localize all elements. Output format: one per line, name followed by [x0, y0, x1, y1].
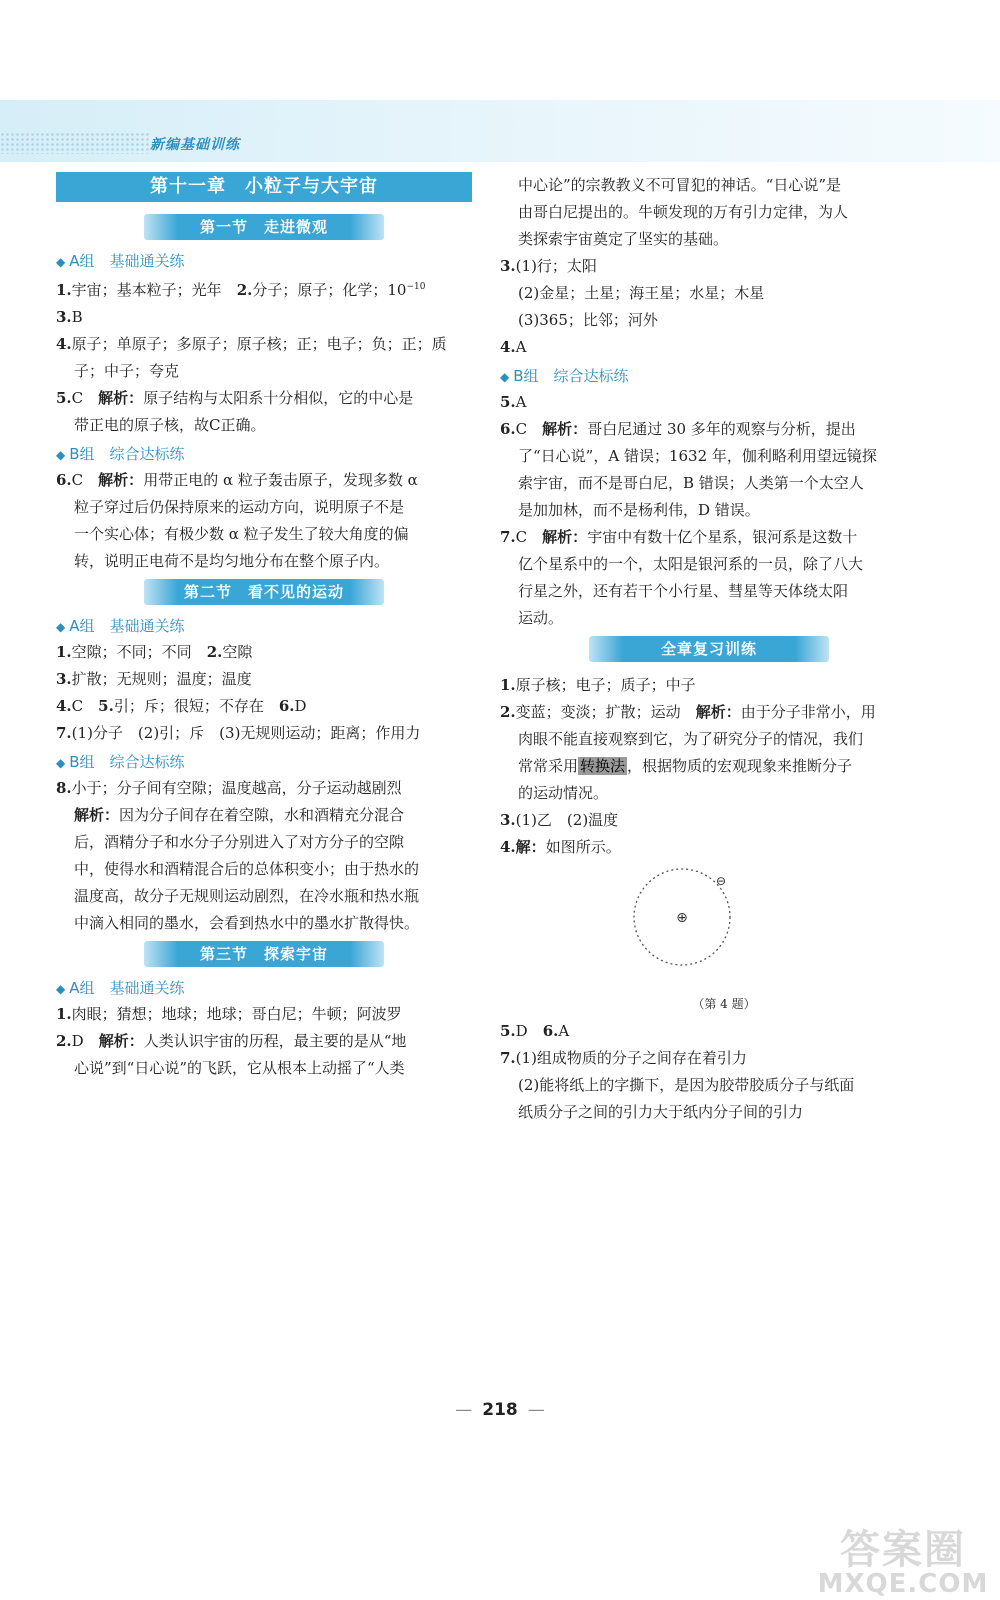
answer-line: 类探索宇宙奠定了坚实的基础。: [518, 230, 729, 248]
answer-line: (2)金星；土星；海王星；水星；木星: [518, 284, 765, 302]
group-heading: ◆ A组 基础通关练: [56, 979, 185, 997]
atom-diagram: [630, 861, 740, 971]
answer-line: 肉眼不能直接观察到它，为了研究分子的情况，我们: [518, 730, 864, 748]
nucleus-icon: ⊕: [676, 910, 688, 926]
answer-line: 2.变蓝；变淡；扩散；运动 解析：由于分子非常小，用: [500, 703, 876, 721]
answer-line: 5.C 解析：原子结构与太阳系十分相似，它的中心是: [56, 389, 414, 407]
answer-line: 带正电的原子核，故C正确。: [74, 416, 266, 434]
answer-line: 纸质分子之间的引力大于纸内分子间的引力: [518, 1103, 804, 1121]
answer-line: 7.C 解析：宇宙中有数十亿个星系，银河系是这数十: [500, 528, 858, 546]
answer-line: 3.B: [56, 308, 83, 326]
answer-line: 2.D 解析：人类认识宇宙的历程，最主要的是从“地: [56, 1032, 407, 1050]
answer-line: 1.空隙；不同；不同 2.空隙: [56, 643, 253, 661]
answer-line: 4.A: [500, 338, 527, 356]
answer-line: 解析：因为分子间存在着空隙，水和酒精充分混合: [74, 806, 405, 824]
group-heading: ◆ B组 综合达标练: [56, 753, 185, 771]
figure-caption: （第 4 题）: [692, 997, 756, 1011]
answer-line: 粒子穿过后仍保持原来的运动方向，说明原子不是: [74, 498, 405, 516]
group-heading: ◆ A组 基础通关练: [56, 252, 185, 270]
answer-line: 索宇宙，而不是哥白尼，B 错误；人类第一个太空人: [518, 474, 864, 492]
answer-line: (2)能将纸上的字撕下，是因为胶带胶质分子与纸面: [518, 1076, 855, 1094]
diamond-icon: ◆: [56, 255, 66, 269]
diamond-icon: ◆: [56, 620, 66, 634]
answer-line: 由哥白尼提出的。牛顿发现的万有引力定律，为人: [518, 203, 849, 221]
section-heading-3: 第三节 探索宇宙: [144, 941, 384, 967]
diamond-icon: ◆: [56, 982, 66, 996]
answer-line: 7.(1)分子 (2)引；斥 (3)无规则运动；距离；作用力: [56, 724, 421, 742]
answer-line: 3.(1)乙 (2)温度: [500, 811, 619, 829]
answer-line: 后，酒精分子和水分子分别进入了对方分子的空隙: [74, 833, 405, 851]
answer-line: 6.C 解析：哥白尼通过 30 多年的观察与分析，提出: [500, 420, 856, 438]
answer-line: 中心论”的宗教教义不可冒犯的神话。“日心说”是: [518, 176, 842, 194]
section-heading-1: 第一节 走进微观: [144, 214, 384, 240]
page-number: — 218 —: [455, 1400, 545, 1420]
group-heading: ◆ A组 基础通关练: [56, 617, 185, 635]
answer-line: 温度高，故分子无规则运动剧烈，在冷水瓶和热水瓶: [74, 887, 420, 905]
diamond-icon: ◆: [56, 448, 66, 462]
answer-line: 1.肉眼；猜想；地球；地球；哥白尼；牛顿；阿波罗: [56, 1005, 402, 1023]
answer-line: 4.解：如图所示。: [500, 838, 621, 856]
answer-line: 1.原子核；电子；质子；中子: [500, 676, 696, 694]
answer-line: 1.宇宙；基本粒子；光年 2.分子；原子；化学；$10^{-10}$: [56, 281, 426, 299]
answer-line: 亿个星系中的一个，太阳是银河系的一员，除了八大: [518, 555, 864, 573]
chapter-title: 第十一章 小粒子与大宇宙: [56, 172, 472, 202]
answer-line: 行星之外，还有若干个小行星、彗星等天体绕太阳: [518, 582, 849, 600]
electron-icon: ⊖: [715, 874, 727, 888]
answer-line: 常常采用 转换法 ，根据物质的宏观现象来推断分子: [518, 757, 853, 775]
group-heading: ◆ B组 综合达标练: [56, 445, 185, 463]
answer-line: 7.(1)组成物质的分子之间存在着引力: [500, 1049, 747, 1067]
answer-line: 心说”到“日心说”的飞跃，它从根本上动摇了“人类: [74, 1059, 405, 1077]
watermark-logo: 答案圈 MXQE.COM: [817, 1527, 989, 1599]
review-section-heading: 全章复习训练: [589, 636, 829, 662]
answer-line: 4.C 5.引；斥；很短；不存在 6.D: [56, 697, 307, 715]
right-column: [500, 172, 918, 1126]
answer-line: 3.(1)行；太阳: [500, 257, 597, 275]
highlighted-term: 转换法: [580, 757, 626, 775]
answer-line: 6.C 解析：用带正电的 α 粒子轰击原子，发现多数 α: [56, 471, 418, 489]
answer-line: 中，使得水和酒精混合后的总体积变小；由于热水的: [74, 860, 420, 878]
answer-line: 5.D 6.A: [500, 1022, 570, 1040]
answer-line: 转，说明正电荷不是均匀地分布在整个原子内。: [74, 552, 390, 570]
answer-line: 4.原子；单原子；多原子；原子核；正；电子；负；正；质: [56, 335, 447, 353]
diamond-icon: ◆: [56, 756, 66, 770]
answer-line: (3)365；比邻；河外: [518, 311, 658, 329]
answer-line: 的运动情况。: [518, 784, 609, 802]
answer-line: 中滴入相同的墨水，会看到热水中的墨水扩散得快。: [74, 914, 420, 932]
answer-line: 3.扩散；无规则；温度；温度: [56, 670, 252, 688]
header-dot-pattern: [0, 132, 150, 154]
left-column: [56, 172, 472, 1082]
answer-line: 子；中子；夸克: [74, 362, 180, 380]
diamond-icon: ◆: [500, 370, 510, 384]
group-heading: ◆ B组 综合达标练: [500, 367, 629, 385]
answer-line: 5.A: [500, 393, 527, 411]
book-title: 新编基础训练: [150, 137, 240, 153]
answer-line: 是加加林，而不是杨利伟，D 错误。: [518, 501, 760, 519]
atom-model-figure: [500, 861, 918, 1001]
answer-line: 运动。: [518, 609, 564, 627]
answer-line: 一个实心体；有极少数 α 粒子发生了较大角度的偏: [74, 525, 409, 543]
section-heading-2: 第二节 看不见的运动: [144, 579, 384, 605]
answer-line: 8.小于；分子间有空隙；温度越高，分子运动越剧烈: [56, 779, 402, 797]
answer-line: 了“日心说”，A 错误；1632 年，伽利略利用望远镜探: [518, 447, 877, 465]
